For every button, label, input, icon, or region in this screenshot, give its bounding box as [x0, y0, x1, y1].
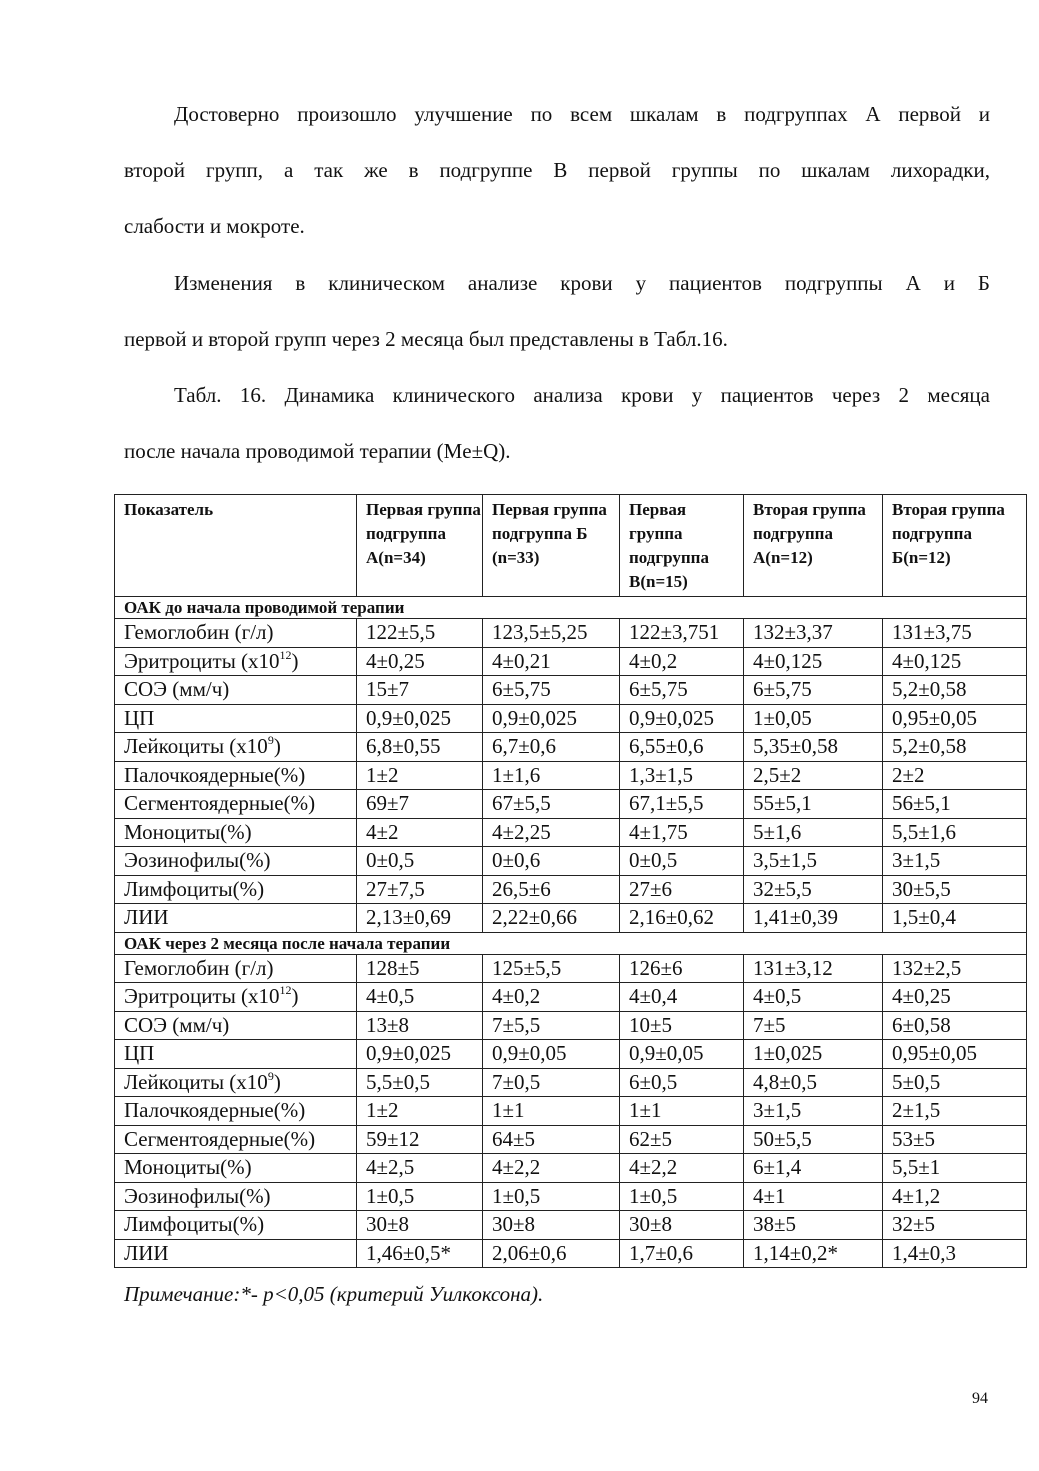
- table-cell: 27±7,5: [357, 875, 483, 904]
- table-cell: 1,4±0,3: [883, 1239, 1027, 1268]
- table-cell: 6,55±0,6: [620, 733, 744, 762]
- row-label: [115, 1154, 357, 1183]
- caption-line: Табл. 16. Динамика клинического анализа крови у пациентов через 2 месяца: [174, 383, 990, 407]
- row-label-text: Палочкоядерные(%): [124, 762, 306, 787]
- table-row: [115, 818, 1027, 847]
- table-row: [115, 790, 1027, 819]
- row-label: [115, 1125, 357, 1154]
- table-cell: 59±12: [357, 1125, 483, 1154]
- table-cell: 6±1,4: [744, 1154, 883, 1183]
- table-cell: 10±5: [620, 1011, 744, 1040]
- section-title: ОАК до начала проводимой терапии: [115, 597, 1027, 619]
- table-cell: 132±3,37: [744, 619, 883, 648]
- table-cell: 4±2,2: [620, 1154, 744, 1183]
- row-label-text: Сегментоядерные(%): [124, 791, 316, 815]
- table-cell: 38±5: [744, 1211, 883, 1240]
- table-cell: 6±5,75: [483, 676, 620, 705]
- table-cell: 32±5,5: [744, 875, 883, 904]
- table-cell: 3±1,5: [744, 1097, 883, 1126]
- table-cell: 2±2: [883, 761, 1027, 790]
- table-cell: 4±0,2: [483, 983, 620, 1012]
- table-cell: 0±0,5: [620, 847, 744, 876]
- table-cell: 55±5,1: [744, 790, 883, 819]
- row-label-exponent: 12: [279, 983, 292, 997]
- table-cell: 4,8±0,5: [744, 1068, 883, 1097]
- row-label-text: Моноциты(%): [124, 1155, 252, 1179]
- row-label: [115, 790, 357, 819]
- table-row: [115, 761, 1027, 790]
- paragraph-line: Изменения в клиническом анализе крови у пациентов подгруппы А и Б: [174, 271, 990, 295]
- table-cell: 13±8: [357, 1011, 483, 1040]
- section-after-2-months: [115, 932, 1027, 954]
- table-cell: 30±8: [357, 1211, 483, 1240]
- table-cell: 1,41±0,39: [744, 904, 883, 933]
- table-cell: 3±1,5: [883, 847, 1027, 876]
- paragraph-line: слабости и мокроте.: [124, 214, 305, 238]
- row-label: [115, 954, 357, 983]
- table-cell: 1±1: [483, 1097, 620, 1126]
- table-row: [115, 619, 1027, 648]
- table-cell: 4±2,2: [483, 1154, 620, 1183]
- row-label: [115, 1211, 357, 1240]
- table-row: [115, 1239, 1027, 1268]
- table-row: [115, 904, 1027, 933]
- table-row: [115, 1097, 1027, 1126]
- header-group2-subgroup-a: Вторая группа подгруппа А(n=12): [744, 495, 883, 597]
- table-row: [115, 647, 1027, 676]
- row-label-paren: ): [291, 984, 299, 1008]
- table-cell: 56±5,1: [883, 790, 1027, 819]
- table-cell: 1±0,05: [744, 704, 883, 733]
- table-cell: 132±2,5: [883, 954, 1027, 983]
- table-cell: 6±5,75: [744, 676, 883, 705]
- row-label: [115, 1040, 357, 1069]
- paragraph-line: первой и второй групп через 2 месяца был представлены в Табл.16.: [124, 327, 728, 351]
- row-label-text: Лимфоциты(%): [124, 1212, 265, 1236]
- table-cell: 4±0,25: [883, 983, 1027, 1012]
- row-label-exponent: 9: [267, 733, 274, 747]
- table-row: [115, 1125, 1027, 1154]
- table-cell: 4±1,2: [883, 1182, 1027, 1211]
- table-cell: 5,5±1: [883, 1154, 1027, 1183]
- table-cell: 4±0,4: [620, 983, 744, 1012]
- table-cell: 2,06±0,6: [483, 1239, 620, 1268]
- table-cell: 26,5±6: [483, 875, 620, 904]
- row-label: [115, 847, 357, 876]
- table-cell: 1±1: [620, 1097, 744, 1126]
- table-cell: 0,9±0,05: [483, 1040, 620, 1069]
- table-cell: 1,5±0,4: [883, 904, 1027, 933]
- table-cell: 1±0,5: [357, 1182, 483, 1211]
- row-label: [115, 983, 357, 1012]
- table-row: [115, 1040, 1027, 1069]
- table-cell: 2,13±0,69: [357, 904, 483, 933]
- row-label: [115, 1239, 357, 1268]
- row-label-text: Палочкоядерные(%): [124, 1098, 306, 1122]
- row-label-text: Эозинофилы(%): [124, 1183, 271, 1208]
- table-cell: 126±6: [620, 954, 744, 983]
- table-cell: 131±3,75: [883, 619, 1027, 648]
- row-label: [115, 1011, 357, 1040]
- table-row: [115, 733, 1027, 762]
- table-cell: 4±0,5: [357, 983, 483, 1012]
- table-cell: 32±5: [883, 1211, 1027, 1240]
- table-row: [115, 676, 1027, 705]
- table-cell: 122±5,5: [357, 619, 483, 648]
- table-cell: 4±1,75: [620, 818, 744, 847]
- row-label: [115, 904, 357, 933]
- table-cell: 3,5±1,5: [744, 847, 883, 876]
- row-label-paren: ): [273, 1069, 281, 1094]
- row-label: [115, 733, 357, 762]
- table-cell: 4±2,5: [357, 1154, 483, 1183]
- table-cell: 0,9±0,05: [620, 1040, 744, 1069]
- table-cell: 122±3,751: [620, 619, 744, 648]
- row-label-text: Моноциты(%): [124, 819, 252, 844]
- table-cell: 1±1,6: [483, 761, 620, 790]
- table-cell: 7±5: [744, 1011, 883, 1040]
- row-label: [115, 1097, 357, 1126]
- row-label-text: Эритроциты (x10: [124, 984, 280, 1008]
- table-cell: 6±5,75: [620, 676, 744, 705]
- table-cell: 4±0,2: [620, 647, 744, 676]
- header-group1-subgroup-a: Первая группа подгруппа А(n=34): [357, 495, 483, 597]
- table-cell: 1±2: [357, 761, 483, 790]
- row-label: [115, 1068, 357, 1097]
- table-cell: 4±1: [744, 1182, 883, 1211]
- table-row: [115, 983, 1027, 1012]
- table-row: [115, 1154, 1027, 1183]
- table-cell: 5,35±0,58: [744, 733, 883, 762]
- row-label-exponent: 12: [279, 647, 292, 662]
- table-cell: 125±5,5: [483, 954, 620, 983]
- row-label-text: Гемоглобин (г/л): [124, 955, 274, 980]
- row-label: [115, 704, 357, 733]
- table-cell: 1,14±0,2*: [744, 1239, 883, 1268]
- row-label-text: Эозинофилы(%): [124, 848, 271, 872]
- table-caption: [124, 367, 990, 479]
- table-cell: 27±6: [620, 875, 744, 904]
- table-cell: 0±0,6: [483, 847, 620, 876]
- row-label-text: Эритроциты (x10: [124, 648, 280, 673]
- table-cell: 30±8: [483, 1211, 620, 1240]
- table-cell: 123,5±5,25: [483, 619, 620, 648]
- table-row: [115, 875, 1027, 904]
- table-cell: 2,16±0,62: [620, 904, 744, 933]
- table-cell: 1±0,025: [744, 1040, 883, 1069]
- table-cell: 4±0,125: [883, 647, 1027, 676]
- table-cell: 0±0,5: [357, 847, 483, 876]
- paragraph-improvement: [124, 86, 990, 254]
- table-row: [115, 704, 1027, 733]
- row-label-text: СОЭ (мм/ч): [124, 677, 230, 701]
- row-label: [115, 761, 357, 790]
- header-group1-subgroup-v: Первая группа подгруппа В(n=15): [620, 495, 744, 597]
- row-label-text: ЦП: [124, 705, 155, 730]
- table-cell: 128±5: [357, 954, 483, 983]
- header-group1-subgroup-b: Первая группа подгруппа Б (n=33): [483, 495, 620, 597]
- paragraph-line: Достоверно произошло улучшение по всем шкалам в подгруппах А первой и: [174, 102, 990, 126]
- table-cell: 1,7±0,6: [620, 1239, 744, 1268]
- row-label-text: Гемоглобин (г/л): [124, 620, 274, 644]
- table-row: [115, 1011, 1027, 1040]
- table-cell: 4±0,25: [357, 647, 483, 676]
- table-cell: 4±2: [357, 818, 483, 847]
- table-cell: 6±0,58: [883, 1011, 1027, 1040]
- table-cell: 53±5: [883, 1125, 1027, 1154]
- table-row: [115, 954, 1027, 983]
- row-label-text: ЛИИ: [124, 1240, 169, 1265]
- table-cell: 0,9±0,025: [357, 704, 483, 733]
- table-cell: 1,3±1,5: [620, 761, 744, 790]
- table-cell: 7±0,5: [483, 1068, 620, 1097]
- table-cell: 4±0,125: [744, 647, 883, 676]
- table-cell: 1,46±0,5*: [357, 1239, 483, 1268]
- table-cell: 5±1,6: [744, 818, 883, 847]
- row-label-text: ЛИИ: [124, 905, 169, 929]
- table-row: [115, 1068, 1027, 1097]
- table-cell: 0,9±0,025: [620, 704, 744, 733]
- section-title: ОАК через 2 месяца после начала терапии: [115, 932, 1027, 954]
- table-cell: 6,7±0,6: [483, 733, 620, 762]
- row-label-paren: ): [291, 648, 299, 673]
- table-cell: 30±5,5: [883, 875, 1027, 904]
- table-row: [115, 847, 1027, 876]
- section-before-therapy: [115, 597, 1027, 619]
- table-cell: 67,1±5,5: [620, 790, 744, 819]
- row-label: [115, 875, 357, 904]
- table-cell: 69±7: [357, 790, 483, 819]
- table-cell: 5,2±0,58: [883, 676, 1027, 705]
- table-cell: 4±2,25: [483, 818, 620, 847]
- table-cell: 0,9±0,025: [483, 704, 620, 733]
- table-cell: 64±5: [483, 1125, 620, 1154]
- table-cell: 5,2±0,58: [883, 733, 1027, 762]
- table-cell: 15±7: [357, 676, 483, 705]
- row-label: [115, 619, 357, 648]
- row-label: [115, 1182, 357, 1211]
- table-cell: 1±0,5: [620, 1182, 744, 1211]
- table-cell: 2±1,5: [883, 1097, 1027, 1126]
- table-cell: 30±8: [620, 1211, 744, 1240]
- paragraph-line: второй групп, а так же в подгруппе В первой группы по шкалам лихорадки,: [124, 158, 990, 182]
- table-cell: 67±5,5: [483, 790, 620, 819]
- table-cell: 6,8±0,55: [357, 733, 483, 762]
- table-cell: 1±0,5: [483, 1182, 620, 1211]
- table-cell: 5,5±1,6: [883, 818, 1027, 847]
- table-row: [115, 1211, 1027, 1240]
- table-cell: 0,95±0,05: [883, 704, 1027, 733]
- page-number: 94: [972, 1390, 988, 1407]
- blood-analysis-table: [114, 494, 1027, 1268]
- table-cell: 2,22±0,66: [483, 904, 620, 933]
- table-row: [115, 1182, 1027, 1211]
- row-label-text: ЦП: [124, 1041, 155, 1065]
- table-cell: 1±2: [357, 1097, 483, 1126]
- table-cell: 7±5,5: [483, 1011, 620, 1040]
- table-cell: 50±5,5: [744, 1125, 883, 1154]
- table-cell: 6±0,5: [620, 1068, 744, 1097]
- header-indicator: Показатель: [115, 495, 357, 597]
- table-cell: 62±5: [620, 1125, 744, 1154]
- header-group2-subgroup-b: Вторая группа подгруппа Б(n=12): [883, 495, 1027, 597]
- row-label-text: Лейкоциты (x10: [124, 734, 268, 758]
- row-label: [115, 818, 357, 847]
- table-cell: 2,5±2: [744, 761, 883, 790]
- row-label-text: Лейкоциты (x10: [124, 1069, 268, 1094]
- row-label-text: Лимфоциты(%): [124, 876, 265, 901]
- table-cell: 0,95±0,05: [883, 1040, 1027, 1069]
- row-label: [115, 676, 357, 705]
- paragraph-blood-analysis-changes: [124, 255, 990, 367]
- table-cell: 5±0,5: [883, 1068, 1027, 1097]
- row-label-paren: ): [273, 734, 281, 758]
- table-cell: 5,5±0,5: [357, 1068, 483, 1097]
- table-note: Примечание:*- p<0,05 (критерий Уилкоксона).: [124, 1282, 544, 1306]
- row-label: [115, 647, 357, 676]
- table-cell: 4±0,21: [483, 647, 620, 676]
- row-label-exponent: 9: [267, 1068, 274, 1083]
- table-body: [115, 597, 1027, 1268]
- table-cell: 131±3,12: [744, 954, 883, 983]
- row-label-text: Сегментоядерные(%): [124, 1126, 316, 1151]
- table-cell: 0,9±0,025: [357, 1040, 483, 1069]
- table-header-row: [115, 495, 1027, 597]
- caption-line: после начала проводимой терапии (Me±Q).: [124, 439, 511, 463]
- table-cell: 4±0,5: [744, 983, 883, 1012]
- row-label-text: СОЭ (мм/ч): [124, 1012, 230, 1037]
